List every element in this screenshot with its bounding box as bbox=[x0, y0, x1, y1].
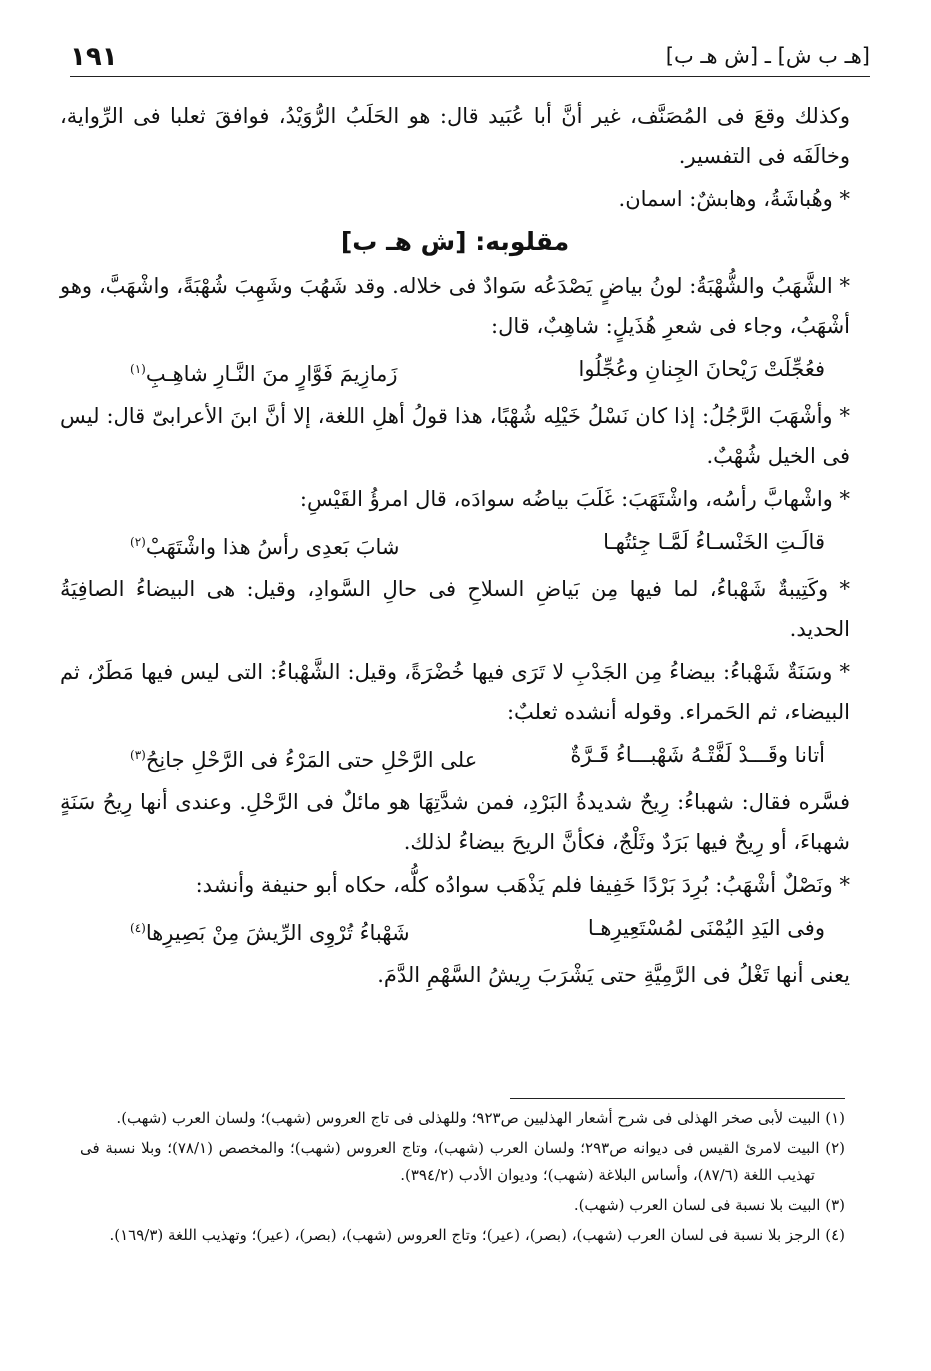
paragraph: * وكَتِيبةٌ شَهْباءُ، لما فيها مِن بَياضِ السلاحِ فى حالِ السَّوادِ، وقيل: هى البيضاءُ الصافِيَةُ الحديد. bbox=[60, 577, 850, 641]
page-number: ١٩١ bbox=[70, 42, 118, 72]
footnote: (٢) البيت لامرئ القيس فى ديوانه ص٢٩٣؛ ولسان العرب (شهب)، وتاج العروس (شهب)؛ والمخصص (٧٨/١)؛ وبلا نسبة فى تهذيب اللغة (٨٧/٦)، وأساس البلاغة (شهب)؛ وديوان الأدب (٣٩٤/٢). bbox=[80, 1139, 845, 1184]
paragraph: * وسَنَةٌ شَهْباءُ: بيضاءُ مِن الجَدْبِ لا تَرَى فيها خُضْرَةً، وقيل: الشَّهْباءُ: التى ليس فيها مَطَرٌ، ثم البيضاء، ثم الحَمراء. وقوله أنشده ثعلبٌ: bbox=[60, 660, 850, 724]
footnote: (١) البيت لأبى صخر الهذلى فى شرح أشعار الهذليين ص٩٢٣؛ وللهذلى فى تاج العروس (شهب)؛ ولسان العرب (شهب). bbox=[116, 1109, 845, 1127]
paragraph: * ونَصْلٌ أشْهَبُ: بُرِدَ بَرْدًا خَفِيفا فلم يَذْهَب سوادُه كلُّه، حكاه أبو حنيفة وأنشد: bbox=[195, 873, 850, 897]
footnotes bbox=[80, 1105, 845, 1252]
page-header bbox=[70, 40, 870, 77]
verse-line bbox=[60, 908, 850, 953]
verse-text: زَمازِيمَ فَوَّارٍ منَ النَّـارِ شاهِـبِ bbox=[145, 362, 398, 386]
verse-first-hemistich: قالَـتِ الخَنْسـاءُ لَمَّـا جِئتُهـا bbox=[603, 530, 825, 554]
verse-text: شابَ بَعدِى رأسُ هذا واشْتَهَبْ bbox=[145, 535, 400, 559]
paragraph: * وأشْهَبَ الرَّجُلُ: إذا كان نَسْلُ خَيْلِه شُهْبًا، هذا قولُ أهلِ اللغة، إلا أنَّ ابنَ الأعرابىّ قال: ليس فى الخيل شُهْبٌ. bbox=[60, 404, 850, 468]
verse-second-hemistich bbox=[130, 735, 477, 780]
verse-first-hemistich: وفى اليَدِ اليُمْنَى لمُسْتَعِيرِهـا bbox=[587, 916, 825, 940]
verse-line bbox=[60, 522, 850, 567]
paragraph: يعنى أنها تَغْلُ فى الرَّمِيَّةِ حتى يَشْرَبَ رِيشُ السَّهْمِ الدَّمَ. bbox=[377, 963, 850, 987]
verse-line bbox=[60, 735, 850, 780]
verse-second-hemistich bbox=[130, 908, 410, 953]
verse-line bbox=[60, 349, 850, 394]
verse-text: على الرَّحْلِ حتى المَرْءُ فى الرَّحْلِ جانِحُ bbox=[145, 748, 478, 772]
paragraph: * واشْهابَّ رأسُه، واشْتَهَبَ: غَلَبَ بياضُه سوادَه، قال امرؤُ القَيْسِ: bbox=[299, 487, 850, 511]
footnote-marker: (١) bbox=[130, 362, 146, 376]
main-text bbox=[60, 96, 850, 998]
footnote: (٤) الرجز بلا نسبة فى لسان العرب (شهب)، (بصر)، (عير)؛ وتاج العروس (شهب)، (بصر)، (عير)؛ وتهذيب اللغة (١٦٩/٣). bbox=[109, 1226, 845, 1244]
footnote: (٣) البيت بلا نسبة فى لسان العرب (شهب). bbox=[573, 1196, 845, 1214]
footnote-marker: (٢) bbox=[130, 535, 146, 549]
section-heading: مقلوبه: [ش هـ ب] bbox=[340, 227, 570, 256]
paragraph: * وهُباشَةُ، وهابشٌ: اسمان. bbox=[618, 187, 850, 211]
verse-second-hemistich bbox=[130, 349, 397, 394]
footnote-marker: (٣) bbox=[130, 748, 146, 762]
verse-second-hemistich bbox=[130, 522, 399, 567]
running-head: [هـ ب ش] ـ [ش هـ ب] bbox=[665, 44, 870, 68]
paragraph: فسَّره فقال: شهباءُ: رِيحٌ شديدةُ البَرْدِ، فمن شدَّتِهَا هو مائلٌ فى الرَّحْلِ. وعندى أنها رِيحُ سَنَةٍ شهباءَ، أو رِيحٌ فيها بَرَدٌ وثَلْجٌ، فكأنَّ الريحَ بيضاءُ لذلك. bbox=[60, 790, 850, 854]
footnote-divider bbox=[510, 1098, 845, 1099]
paragraph: * الشَّهَبُ والشُّهْبَةُ: لونُ بياضٍ يَصْدَعُه سَوادٌ فى خلاله. وقد شَهُبَ وشَهِبَ شُهْبَةً، واشْهَبَّ، وهو أشْهَبُ، وجاء فى شعرِ هُذَيلٍ: شاهِبٌ، قال: bbox=[60, 274, 850, 338]
verse-first-hemistich: فعُجِّلَتْ رَيْحانَ الجِنانِ وعُجِّلُوا bbox=[578, 357, 825, 381]
verse-text: شَهْباءُ تُرْوِى الرِّيشَ مِنْ بَصِيرِها bbox=[145, 921, 410, 945]
verse-first-hemistich: أتانا وقَـــدْ لَفَّتْـهُ شَهْبـــاءُ قَـرَّةٌ bbox=[570, 743, 825, 767]
footnote-marker: (٤) bbox=[130, 921, 146, 935]
paragraph: وكذلك وقعَ فى المُصَنَّف، غير أنَّ أبا عُبَيد قال: هو الحَلَبُ الرُّوَيْدُ، فوافقَ ثعلبا فى الرِّواية، وخالَفَه فى التفسير. bbox=[60, 104, 850, 168]
